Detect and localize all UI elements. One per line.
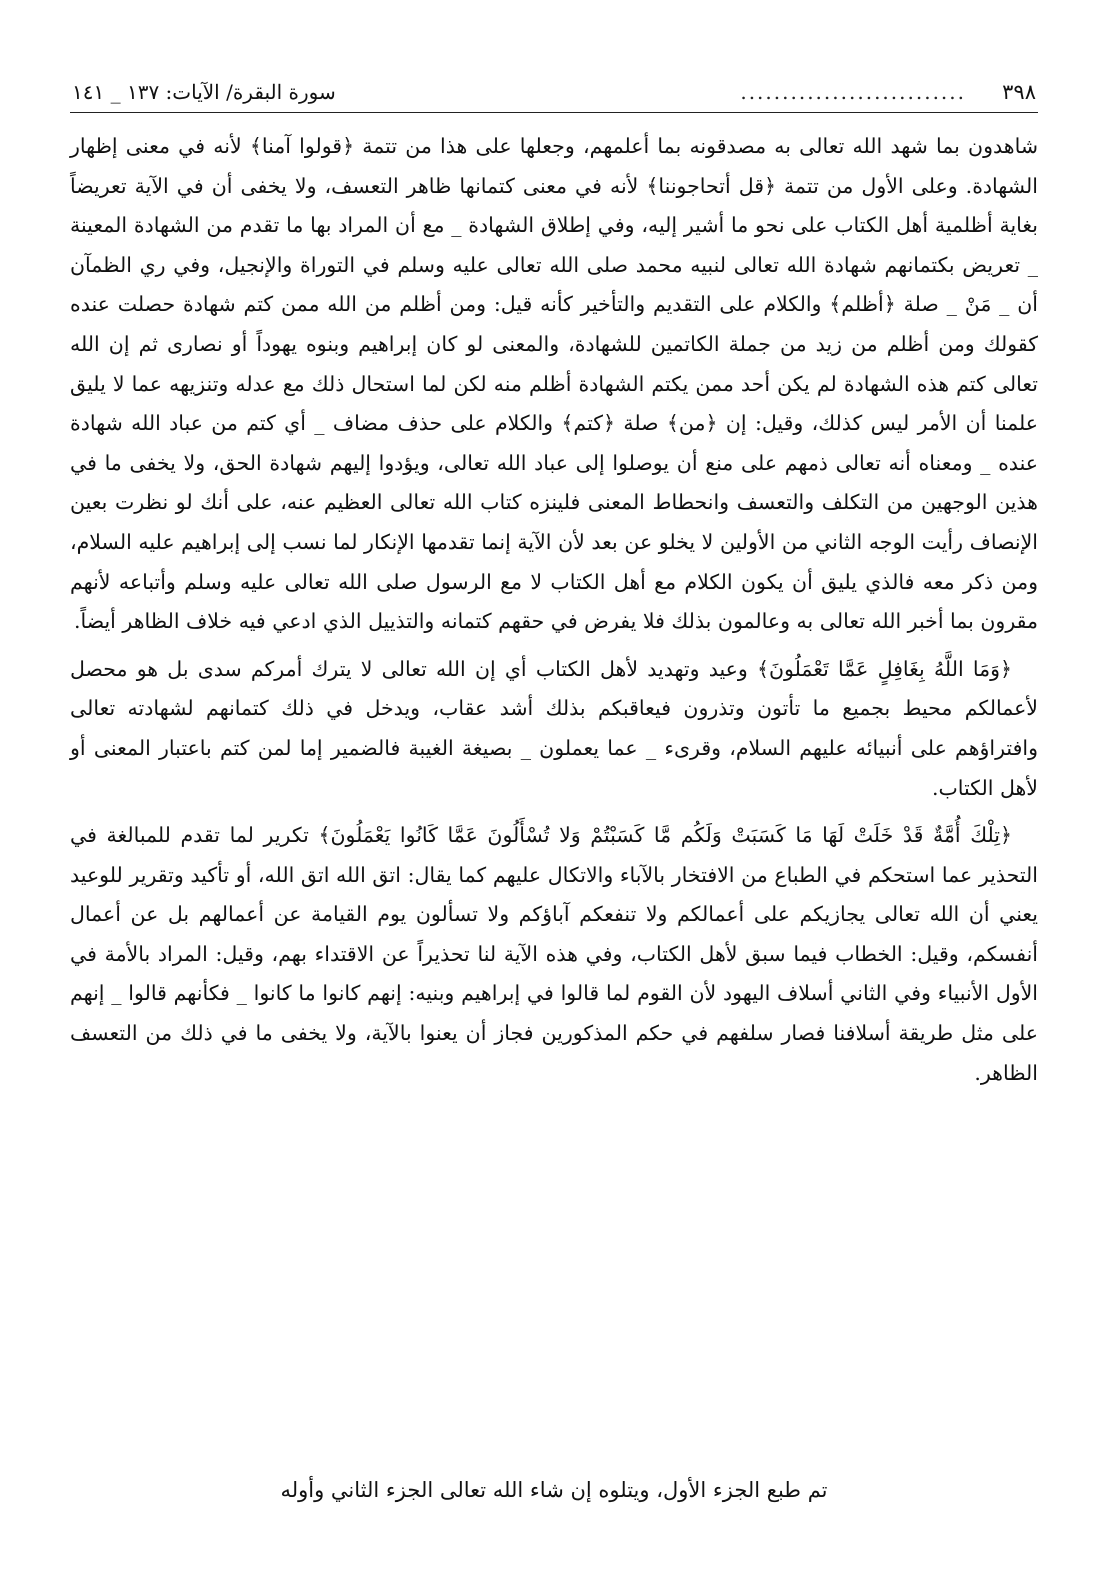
paragraph-1: شاهدون بما شهد الله تعالى به مصدقونه بما أعلمهم، وجعلها على هذا من تتمة ﴿قولوا آمنا﴾ لأنه في معنى إظهار الشهادة. وعلى الأول من تتمة ﴿قل أتحاجوننا﴾ لأنه في معنى كتمانها ظاهر التعسف، ولا يخفى أن في الآية تعريضاً بغاية أظلمية أهل الكتاب على نحو ما أشير إليه، وفي إطلاق الشهادة _ مع أن المراد بها ما تقدم من الشهادة المعينة _ تعريض بكتمانهم شهادة الله تعالى لنبيه محمد صلى الله تعالى عليه وسلم في التوراة والإنجيل، وفي ري الظمآن أن _ مَنْ _ صلة ﴿أظلم﴾ والكلام على التقديم والتأخير كأنه قيل: ومن أظلم من الله ممن كتم شهادة حصلت عنده كقولك ومن أظلم من زيد من جملة الكاتمين للشهادة، والمعنى لو كان إبراهيم وبنوه يهوداً أو نصارى ثم إن الله تعالى كتم هذه الشهادة لم يكن أحد ممن يكتم الشهادة أظلم منه لكن لما استحال ذلك مع عدله وتنزيهه عما لا يليق علمنا أن الأمر ليس كذلك، وقيل: إن ﴿من﴾ صلة ﴿كتم﴾ والكلام على حذف مضاف _ أي كتم من عباد الله شهادة عنده _ ومعناه أنه تعالى ذمهم على منع أن يوصلوا إلى عباد الله تعالى، ويؤدوا إليهم شهادة الحق، ولا يخفى ما في هذين الوجهين من التكلف والتعسف وانحطاط المعنى فلينزه كتاب الله تعالى العظيم عنه، على أنك لو نظرت بعين الإنصاف رأيت الوجه الثاني من الأولين لا يخلو عن بعد لأن الآية إنما تقدمها الإنكار لما نسب إلى إبراهيم عليه السلام، ومن ذكر معه فالذي يليق أن يكون الكلام مع أهل الكتاب لا مع الرسول صلى الله تعالى عليه وسلم وأتباعه لأنهم مقرون بما أخبر الله تعالى به وعالمون بذلك فلا يفرض في حقهم كتمانه والتذييل الذي ادعي فيه خلاف الظاهر أيضاً. — [70, 134, 1038, 634]
page-number: ٣٩٨ — [1002, 80, 1036, 104]
running-title: سورة البقرة/ الآيات: ١٣٧ _ ١٤١ — [72, 80, 336, 104]
book-page — [70, 72, 1038, 1542]
paragraph-2: ﴿وَمَا اللَّهُ بِغَافِلٍ عَمَّا تَعْمَلُونَ﴾ وعيد وتهديد لأهل الكتاب أي إن الله تعالى لا يترك أمركم سدى بل هو محصل لأعمالكم محيط بجميع ما تأتون وتذرون فيعاقبكم بذلك أشد عقاب، ويدخل في ذلك كتمانهم لشهادته تعالى وافتراؤهم على أنبيائه عليهم السلام، وقرىء _ عما يعملون _ بصيغة الغيبة فالضمير إما لمن كتم باعتبار المعنى أو لأهل الكتاب. — [70, 656, 1038, 800]
paragraph-3: ﴿تِلْكَ أُمَّةٌ قَدْ خَلَتْ لَهَا مَا كَسَبَتْ وَلَكُم مَّا كَسَبْتُمْ وَلا تُسْأَلُونَ عَمَّا كَانُوا يَعْمَلُونَ﴾ تكرير لما تقدم للمبالغة في التحذير عما استحكم في الطباع من الافتخار بالآباء والاتكال عليهم كما يقال: اتق الله اتق الله، أو تأكيد وتقرير للوعيد يعني أن الله تعالى يجازيكم على أعمالكم ولا تنفعكم آباؤكم ولا تسألون يوم القيامة عن أعمالهم بل عن أعمال أنفسكم، وقيل: الخطاب فيما سبق لأهل الكتاب، وفي هذه الآية لنا تحذيراً عن الاقتداء بهم، وقيل: المراد بالأمة في الأول الأنبياء وفي الثاني أسلاف اليهود لأن القوم لما قالوا في إبراهيم وبنيه: إنهم كانوا ما كانوا _ فكأنهم قالوا _ إنهم على مثل طريقة أسلافنا فصار سلفهم في حكم المذكورين فجاز أن يعنوا بالآية، ولا يخفى ما في ذلك من التعسف الظاهر. — [70, 823, 1038, 1085]
page-header — [70, 72, 1038, 113]
body-text — [70, 127, 1038, 1093]
footer-note: تم طبع الجزء الأول، ويتلوه إن شاء الله تعالى الجزء الثاني وأوله — [280, 1478, 828, 1502]
dotted-leader: ........................... — [740, 80, 966, 104]
